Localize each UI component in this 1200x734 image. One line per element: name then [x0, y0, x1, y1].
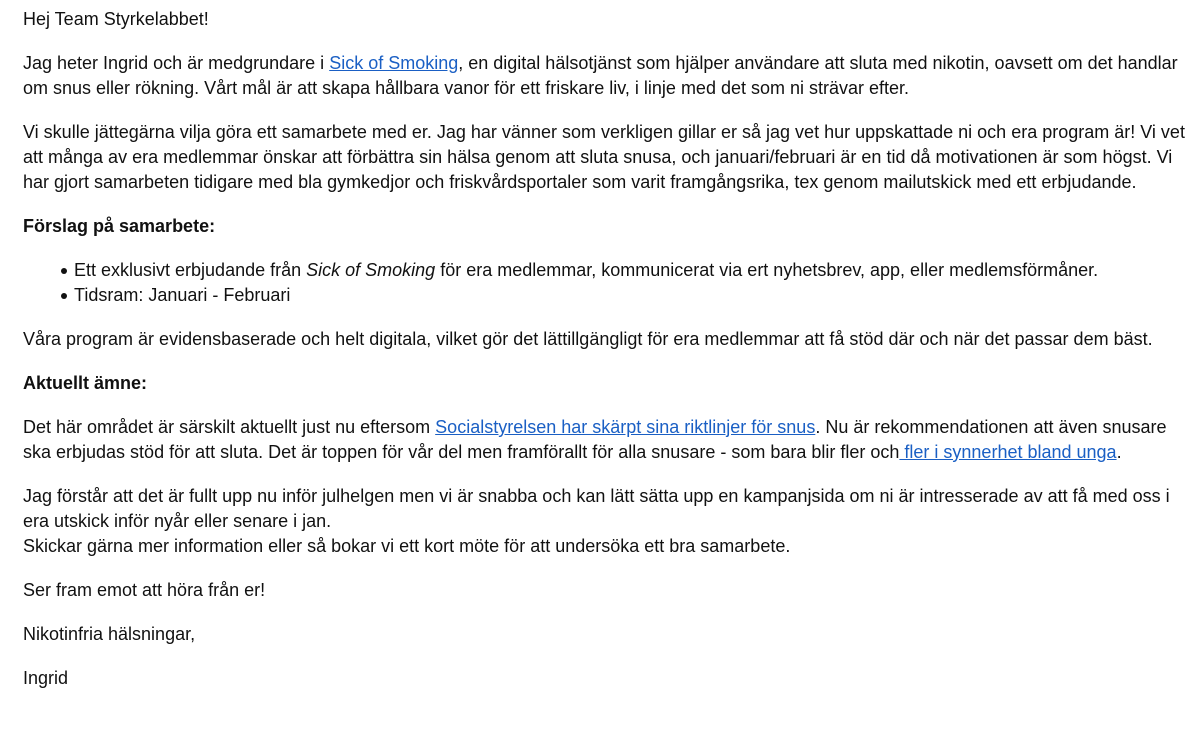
socialstyrelsen-link[interactable]: Socialstyrelsen har skärpt sina riktlinjer för snus [435, 417, 816, 437]
topic-text-middle: . Nu är rekommendationen att även snusare ska erbjudas stöd för att sluta. Det är toppen för vår del men framförallt för alla snusare - som bara blir fler och [23, 417, 1167, 462]
topic-heading: Aktuellt ämne: [23, 373, 148, 393]
topic-paragraph [23, 415, 1188, 465]
topic-text-after: . [1116, 442, 1122, 462]
list-item-text-before: Ett exklusivt erbjudande från [74, 260, 307, 280]
young-users-link[interactable]: fler i synnerhet bland unga [899, 442, 1117, 462]
programs-paragraph: Våra program är evidensbaserade och helt digitala, vilket gör det lättillgängligt för era medlemmar att få stöd där och när det passar dem bäst. [23, 329, 1153, 349]
intro-text-before: Jag heter Ingrid och är medgrundare i [23, 53, 330, 73]
signature: Ingrid [23, 668, 69, 688]
closing-line-1: Jag förstår att det är fullt upp nu inför julhelgen men vi är snabba och kan lätt sätta upp en kampanjsida om ni är intresserade av att få med oss i era utskick inför nyår eller senare i jan. [23, 486, 1170, 531]
closing-paragraph [23, 484, 1188, 559]
list-item-italic: Sick of Smoking [306, 260, 436, 280]
email-body [23, 7, 1188, 710]
collaboration-paragraph: Vi skulle jättegärna vilja göra ett samarbete med er. Jag har vänner som verkligen gillar er så jag vet hur uppskattade ni och era program är! Vi vet att många av era medlemmar önskar att förbättra sin hälsa genom att sluta snusa, och januari/februari är en tid då motivationen är som högst. Vi har gjort samarbeten tidigare med bla gymkedjor och friskvårdsportaler som varit framgångsrika, tex genom mailutskick med ett erbjudande. [23, 122, 1185, 192]
sick-of-smoking-link[interactable]: Sick of Smoking [329, 53, 459, 73]
topic-text-before: Det här området är särskilt aktuellt just nu eftersom [23, 417, 436, 437]
list-item [74, 258, 1188, 283]
list-item: Tidsram: Januari - Februari [74, 283, 1188, 308]
intro-paragraph [23, 51, 1188, 101]
greeting: Hej Team Styrkelabbet! [23, 9, 209, 29]
looking-forward: Ser fram emot att höra från er! [23, 580, 266, 600]
proposal-heading: Förslag på samarbete: [23, 216, 216, 236]
sign-off: Nikotinfria hälsningar, [23, 624, 196, 644]
intro-text-after: , en digital hälsotjänst som hjälper användare att sluta med nikotin, oavsett om det handlar om snus eller rökning. Vårt mål är att skapa hållbara vanor för ett friskare liv, i linje med det som ni strävar efter. [23, 53, 1178, 98]
list-item-text-after: för era medlemmar, kommunicerat via ert nyhetsbrev, app, eller medlemsförmåner. [435, 260, 1099, 280]
proposal-list [23, 258, 1188, 308]
closing-line-2: Skickar gärna mer information eller så bokar vi ett kort möte för att undersöka ett bra samarbete. [23, 536, 791, 556]
